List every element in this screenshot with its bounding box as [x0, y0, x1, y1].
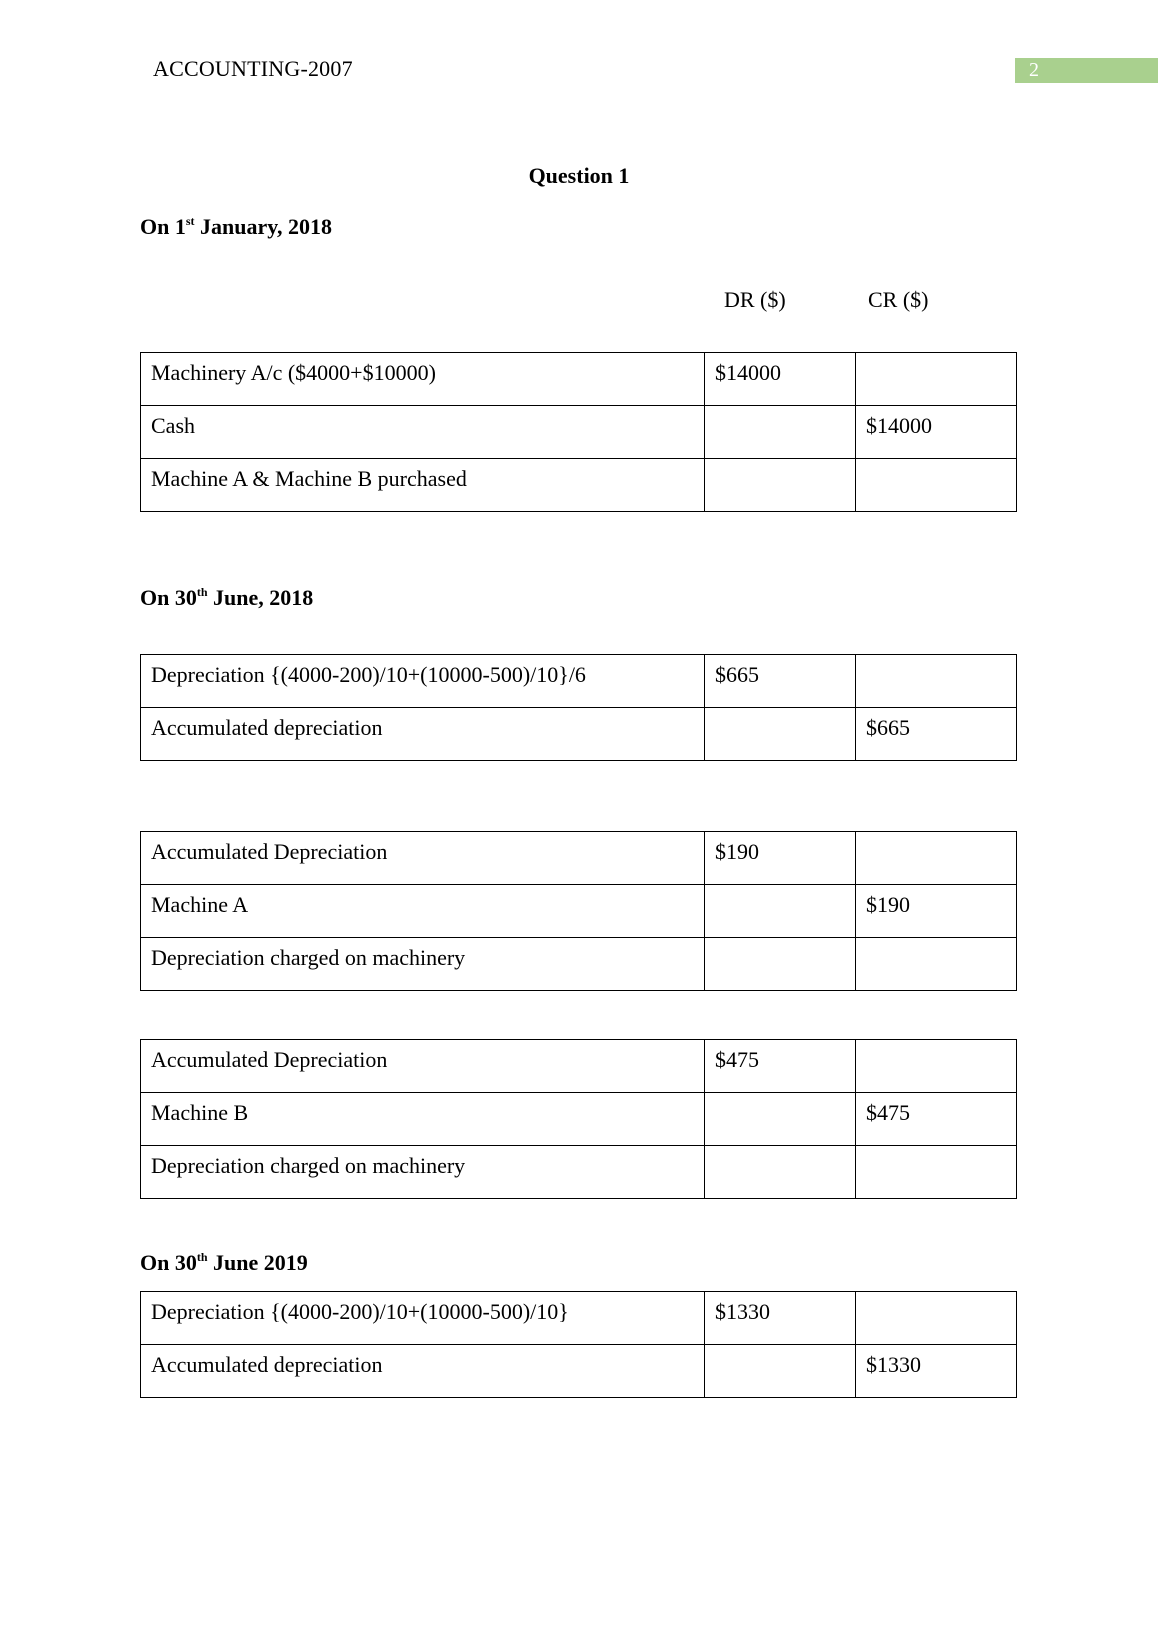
journal-table-depreciation-2019 — [140, 1291, 1017, 1398]
credit-amount — [856, 832, 1017, 885]
debit-amount — [705, 1345, 856, 1398]
debit-amount: $1330 — [705, 1292, 856, 1345]
entry-description: Depreciation {(4000-200)/10+(10000-500)/10} — [141, 1292, 705, 1345]
table-row — [141, 1292, 1017, 1345]
credit-amount — [856, 1146, 1017, 1199]
section-heading-jun-2018 — [140, 585, 313, 611]
credit-amount — [856, 353, 1017, 406]
entry-description: Depreciation charged on machinery — [141, 938, 705, 991]
table-row — [141, 1040, 1017, 1093]
entry-description: Accumulated Depreciation — [141, 832, 705, 885]
entry-description: Machine A — [141, 885, 705, 938]
entry-description: Depreciation charged on machinery — [141, 1146, 705, 1199]
heading-prefix: On 30 — [140, 1250, 197, 1275]
table-row — [141, 708, 1017, 761]
debit-amount: $475 — [705, 1040, 856, 1093]
entry-description: Accumulated depreciation — [141, 1345, 705, 1398]
journal-table-depreciation-2018 — [140, 654, 1017, 761]
debit-amount: $14000 — [705, 353, 856, 406]
table-row — [141, 1345, 1017, 1398]
debit-amount — [705, 938, 856, 991]
credit-amount — [856, 938, 1017, 991]
table-row — [141, 406, 1017, 459]
credit-amount — [856, 655, 1017, 708]
table-row — [141, 459, 1017, 512]
entry-description: Cash — [141, 406, 705, 459]
heading-superscript: st — [185, 214, 195, 228]
debit-amount — [705, 459, 856, 512]
heading-suffix: January, 2018 — [194, 214, 333, 239]
credit-amount: $665 — [856, 708, 1017, 761]
dr-column-header: DR ($) — [724, 287, 786, 312]
entry-description: Machine B — [141, 1093, 705, 1146]
credit-amount: $1330 — [856, 1345, 1017, 1398]
entry-description: Accumulated depreciation — [141, 708, 705, 761]
journal-table-machine-b — [140, 1039, 1017, 1199]
table-row — [141, 885, 1017, 938]
credit-amount: $14000 — [856, 406, 1017, 459]
debit-amount: $190 — [705, 832, 856, 885]
heading-suffix: June, 2018 — [207, 585, 314, 610]
table-row — [141, 938, 1017, 991]
journal-table-machine-a — [140, 831, 1017, 991]
credit-amount — [856, 1040, 1017, 1093]
entry-description: Machinery A/c ($4000+$10000) — [141, 353, 705, 406]
entry-description: Depreciation {(4000-200)/10+(10000-500)/10}/6 — [141, 655, 705, 708]
credit-amount: $190 — [856, 885, 1017, 938]
debit-amount — [705, 1146, 856, 1199]
table-row — [141, 832, 1017, 885]
debit-amount: $665 — [705, 655, 856, 708]
heading-superscript: th — [196, 1250, 208, 1264]
question-title: Question 1 — [528, 163, 630, 188]
table-row — [141, 655, 1017, 708]
debit-amount — [705, 406, 856, 459]
heading-suffix: June 2019 — [207, 1250, 308, 1275]
entry-description: Accumulated Depreciation — [141, 1040, 705, 1093]
table-row — [141, 1146, 1017, 1199]
heading-prefix: On 30 — [140, 585, 197, 610]
section-heading-jan-2018 — [140, 214, 332, 240]
journal-table-purchase — [140, 352, 1017, 512]
heading-prefix: On 1 — [140, 214, 186, 239]
cr-column-header: CR ($) — [868, 287, 929, 312]
document-header-title: ACCOUNTING-2007 — [153, 56, 353, 81]
page-number-badge: 2 — [1015, 58, 1158, 83]
heading-superscript: th — [196, 585, 208, 599]
table-row — [141, 353, 1017, 406]
section-heading-jun-2019 — [140, 1250, 308, 1276]
credit-amount — [856, 1292, 1017, 1345]
credit-amount: $475 — [856, 1093, 1017, 1146]
debit-amount — [705, 708, 856, 761]
entry-description: Machine A & Machine B purchased — [141, 459, 705, 512]
credit-amount — [856, 459, 1017, 512]
debit-amount — [705, 885, 856, 938]
table-row — [141, 1093, 1017, 1146]
debit-amount — [705, 1093, 856, 1146]
